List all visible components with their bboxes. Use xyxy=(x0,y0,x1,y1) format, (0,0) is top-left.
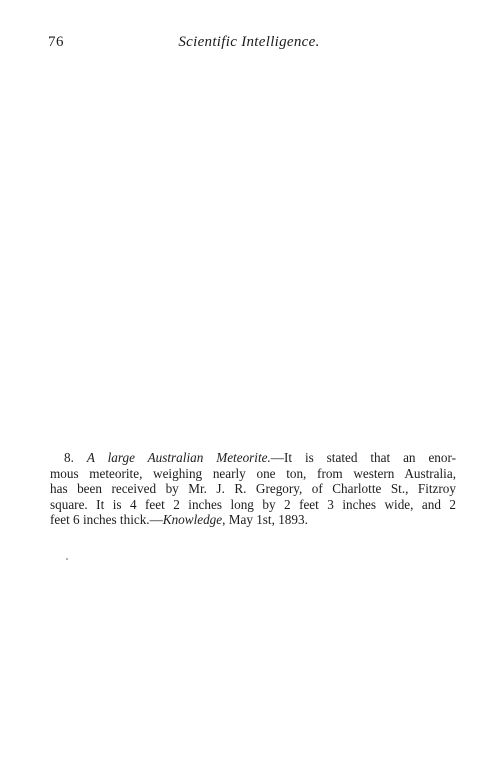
article-line-1 xyxy=(50,450,456,466)
article-line-2: mous meteorite, weighing nearly one ton, from western Australia, xyxy=(50,465,456,481)
article-line-3: has been received by Mr. J. R. Gregory, of Charlotte St., Fitzroy xyxy=(50,481,456,496)
running-title: Scientific Intelligence. xyxy=(178,34,320,50)
article-text-5: feet 6 inches thick.— xyxy=(50,512,163,527)
article-meteorite xyxy=(50,450,456,528)
article-text-1: —It is stated that an enor- xyxy=(270,450,456,465)
article-title: A large Australian Meteorite. xyxy=(86,450,271,465)
article-line-5 xyxy=(50,512,456,528)
article-number: 8. xyxy=(64,450,74,465)
article-line-4: square. It is 4 feet 2 inches long by 2 feet 3 inches wide, and 2 xyxy=(50,496,456,512)
stray-ink-mark xyxy=(66,558,68,560)
article-citation-date: , May 1st, 1893. xyxy=(222,512,308,527)
page-number: 76 xyxy=(48,34,64,50)
article-source: Knowledge xyxy=(162,512,223,527)
